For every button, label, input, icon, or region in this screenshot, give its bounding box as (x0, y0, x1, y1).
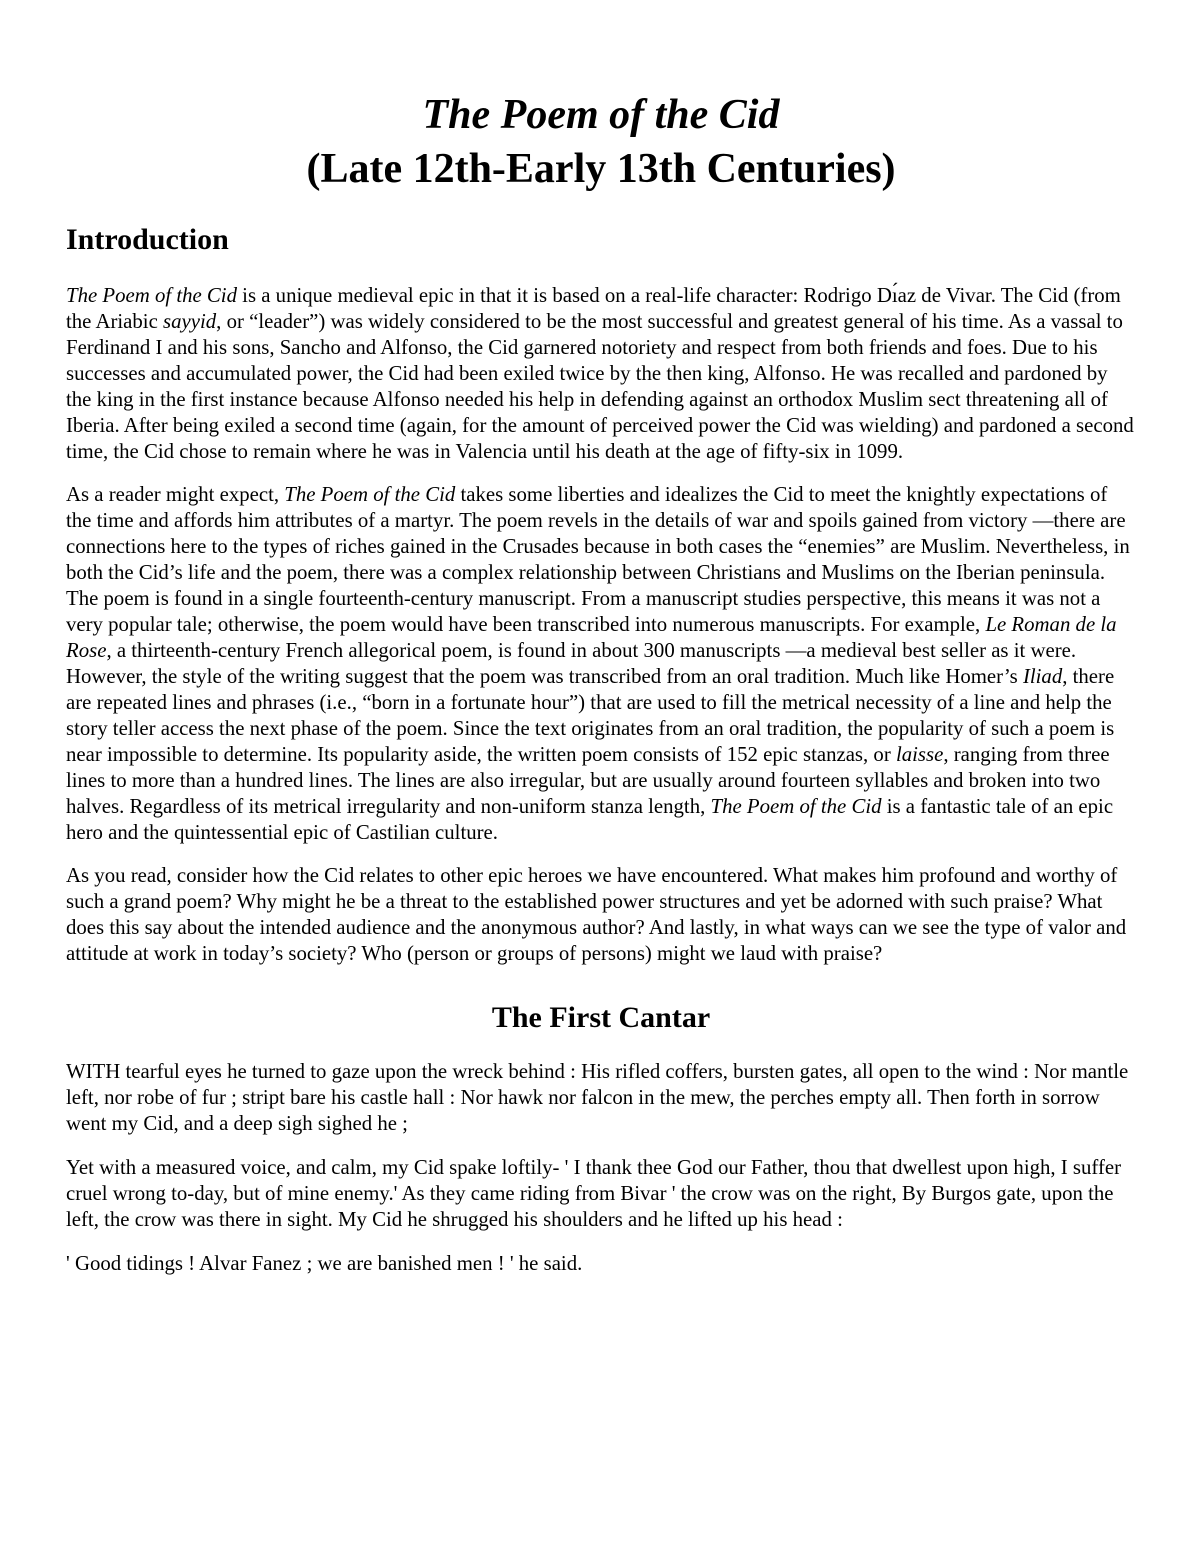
text-run: is a unique medieval epic in that it is based on a real-life character: Rodrigo Dı́az de Vivar. The Cid (from the Ariabic (66, 284, 1121, 333)
cantar-stanza-3: ' Good tidings ! Alvar Fanez ; we are banished men ! ' he said. (66, 1252, 583, 1275)
term-sayyid: sayyid (163, 310, 217, 333)
iliad-reference: Iliad (1022, 665, 1063, 688)
title-reference: The Poem of the Cid (710, 795, 882, 818)
first-cantar-heading: The First Cantar (491, 1001, 711, 1034)
text-run: As a reader might expect, (66, 483, 285, 506)
document-title (66, 88, 1136, 196)
intro-paragraph-2 (66, 482, 1136, 846)
text-run: , there are repeated lines and phrases (i.e., “born in a fortunate hour”) that are used to fill the metrical necessity of a line and help the story teller access the next phase of the poem. Since the text originates from an oral tradition, the popularity of such a poem is near impossible to determine. Its popularity aside, the written poem consists of 152 epic stanzas, or (66, 665, 1115, 766)
title-line-2: (Late 12th-Early 13th Centuries) (306, 146, 896, 192)
title-line-1: The Poem of the Cid (422, 92, 780, 138)
document-page (66, 88, 1136, 1295)
title-reference: The Poem of the Cid (284, 483, 456, 506)
title-reference: The Poem of the Cid (66, 284, 237, 307)
intro-paragraph-1 (66, 283, 1136, 465)
roman-de-la-rose-reference: Le Roman de la Rose (66, 613, 1117, 662)
text-run: , ranging from three lines to more than a hundred lines. The lines are also irregular, but are usually around fourteen syllables and broken into two halves. Regardless of its metrical irregularity and non-uniform stanza length, (66, 743, 1110, 818)
introduction-heading: Introduction (66, 223, 229, 256)
term-laisse: laisse (895, 743, 944, 766)
text-run: takes some liberties and idealizes the Cid to meet the knightly expectations of the time and affords him attributes of a martyr. The poem revels in the details of war and spoils gained from victory —there are connections here to the types of riches gained in the Crusades because in both cases the “enemies” are Muslim. Nevertheless, in both the Cid’s life and the poem, there was a complex relationship between Christians and Muslims on the Iberian peninsula. The poem is found in a single fourteenth-century manuscript. From a manuscript studies perspective, this means it was not a very popular tale; otherwise, the poem would have been transcribed into numerous manuscripts. For example, (66, 483, 1130, 636)
text-run: , or “leader”) was widely considered to be the most successful and greatest general of his time. As a vassal to Ferdinand I and his sons, Sancho and Alfonso, the Cid garnered notoriety and respect from both friends and foes. Due to his successes and accumulated power, the Cid had been exiled twice by the then king, Alfonso. He was recalled and pardoned by the king in the first instance because Alfonso needed his help in defending against an orthodox Muslim sect threatening all of Iberia. After being exiled a second time (again, for the amount of perceived power the Cid was wielding) and pardoned a second time, the Cid chose to remain where he was in Valencia until his death at the age of fifty-six in 1099. (66, 310, 1134, 463)
text-run: , a thirteenth-century French allegorical poem, is found in about 300 manuscripts —a medieval best seller as it were. However, the style of the writing suggest that the poem was transcribed from an oral tradition. Much like Homer’s (66, 639, 1077, 688)
cantar-stanza-1: WITH tearful eyes he turned to gaze upon the wreck behind : His rifled coffers, bursten gates, all open to the wind : Nor mantle left, nor robe of fur ; stript bare his castle hall : Nor hawk nor falcon in the mew, the perches empty all. Then forth in sorrow went my Cid, and a deep sigh sighed he ; (66, 1060, 1129, 1135)
text-run: is a fantastic tale of an epic hero and the quintessential epic of Castilian culture. (66, 795, 1114, 844)
cantar-stanza-2: Yet with a measured voice, and calm, my Cid spake loftily- ' I thank thee God our Father, thou that dwellest upon high, I suffer cruel wrong to-day, but of mine enemy.' As they came riding from Bivar ' the crow was on the right, By Burgos gate, upon the left, the crow was there in sight. My Cid he shrugged his shoulders and he lifted up his head : (66, 1156, 1122, 1231)
intro-paragraph-3: As you read, consider how the Cid relates to other epic heroes we have encountered. What makes him profound and worthy of such a grand poem? Why might he be a threat to the established power structures and yet be adorned with such praise? What does this say about the intended audience and the anonymous author? And lastly, in what ways can we see the type of valor and attitude at work in today’s society? Who (person or groups of persons) might we laud with praise? (66, 864, 1127, 965)
